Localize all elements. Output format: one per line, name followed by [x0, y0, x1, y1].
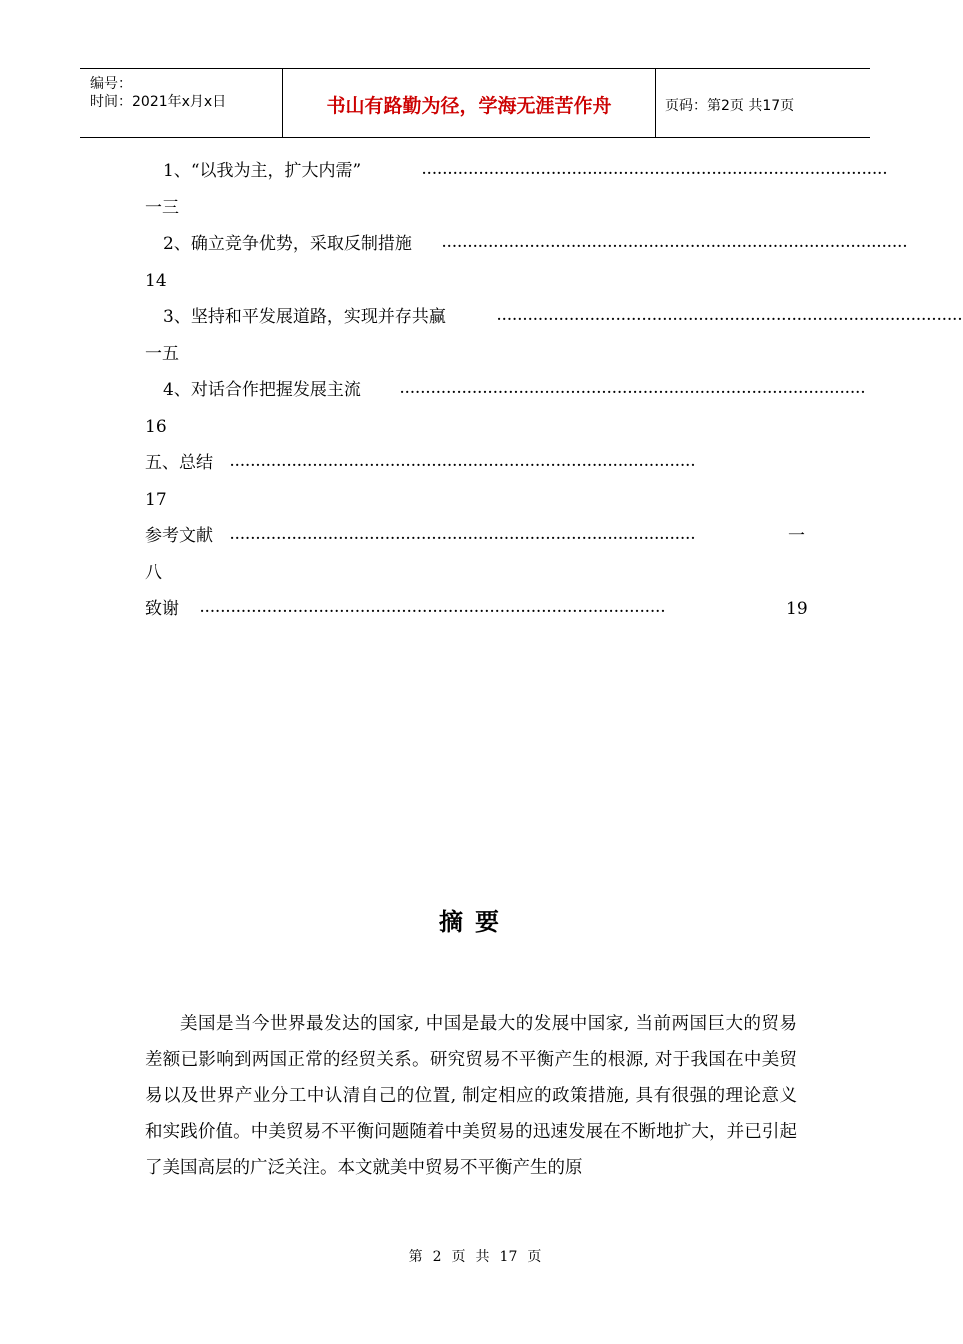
toc-item-page: 一三 [145, 198, 179, 218]
toc-item-page: 14 [145, 271, 167, 291]
page-footer [0, 1246, 950, 1266]
toc-leader: ·························································································· [230, 458, 696, 472]
toc-leader: ·························································································· [442, 239, 908, 253]
footer-total-pages: 17 [499, 1249, 518, 1265]
toc-leader: ·························································································· [200, 604, 666, 618]
toc-item-page: 16 [145, 417, 167, 437]
toc-item-page: 17 [145, 490, 167, 510]
header-left-cell [80, 69, 282, 137]
toc-item-page: 19 [786, 599, 808, 619]
footer-ye: 页 [527, 1249, 542, 1265]
footer-gong: 共 [475, 1249, 490, 1265]
toc-item-page-part: 一 [788, 526, 805, 546]
toc-item-text: 1、“以我为主，扩大内需” [163, 161, 362, 181]
footer-page-number: 2 [432, 1249, 442, 1265]
header-page-info: 页码：第2页 共17页 [665, 98, 795, 114]
toc-item-text: 3、坚持和平发展道路，实现并存共赢 [163, 307, 446, 327]
header-right-cell [655, 69, 870, 137]
toc-leader: ·························································································· [400, 385, 866, 399]
time-label: 时间：2021年x月x日 [90, 94, 227, 110]
toc-leader: ·························································································· [230, 531, 696, 545]
toc-item-text: 五、总结 [145, 453, 213, 473]
toc-item-text: 2、确立竞争优势，采取反制措施 [163, 234, 412, 254]
toc-leader: ·························································································· [497, 312, 963, 326]
abstract-title: 摘要 [439, 907, 511, 936]
toc-item-page: 一五 [145, 344, 179, 364]
abstract-body: 美国是当今世界最发达的国家, 中国是最大的发展中国家, 当前两国巨大的贸易差额已影响到两国正常的经贸关系。研究贸易不平衡产生的根源, 对于我国在中美贸易以及世界产业分工中认清自己的位置, 制定相应的政策措施, 具有很强的理论意义和实践价值。中美贸易不平衡问题随着中美贸易的迅速发展在不断地扩大，并已引起了美国高层的广泛关注。本文就美中贸易不平衡产生的原 [145, 1014, 797, 1178]
toc-item-text: 参考文献 [145, 526, 213, 546]
header-motto: 书山有路勤为径，学海无涯苦作舟 [326, 95, 612, 117]
toc-item-text: 4、对话合作把握发展主流 [163, 380, 361, 400]
footer-di: 第 [408, 1249, 423, 1265]
footer-ye: 页 [451, 1249, 466, 1265]
header-motto-cell [282, 69, 656, 137]
toc-leader: ·························································································· [422, 166, 888, 180]
toc-item-page-part: 八 [145, 563, 162, 583]
number-label: 编号： [90, 76, 132, 92]
page-header [80, 68, 870, 138]
toc-item-text: 致谢 [145, 599, 179, 619]
